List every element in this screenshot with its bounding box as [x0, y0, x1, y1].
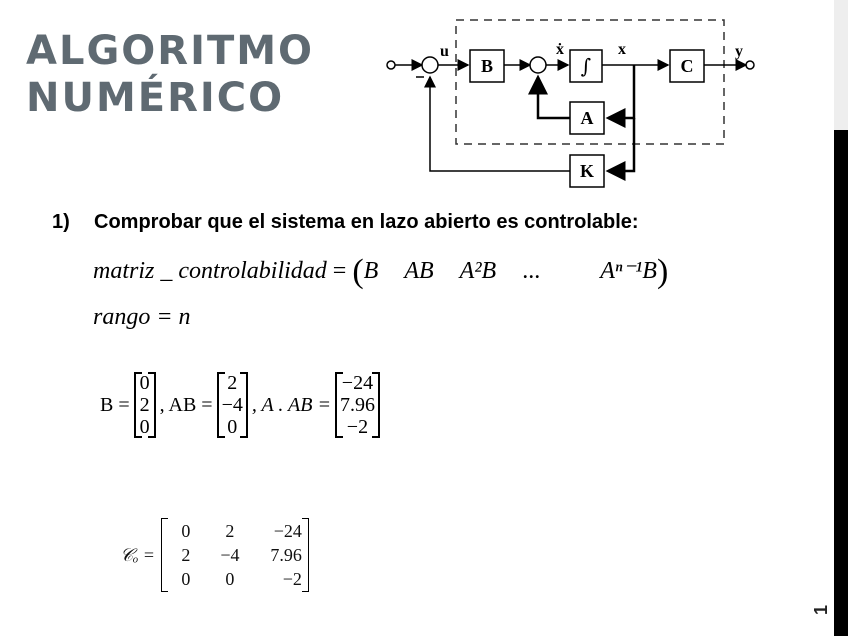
vector-AAB-label: , A . AB =	[251, 393, 331, 416]
vector-AB-entry: 2	[227, 372, 238, 394]
term-AB: AB	[404, 258, 434, 284]
vector-AB-entry: −4	[221, 394, 243, 416]
vector-B-entry: 0	[139, 416, 150, 438]
signal-xdot: ẋ	[556, 41, 564, 58]
controllability-equation: matriz _ controlabilidad = (B AB A²B ... Aⁿ⁻¹B)	[93, 253, 669, 290]
output-terminal	[746, 61, 754, 69]
page-number: 1	[811, 605, 831, 616]
side-bar-light	[834, 0, 848, 130]
signal-x: x	[618, 41, 626, 58]
title-line-2: NUMÉRICO	[26, 75, 285, 121]
vector-B-entry: 2	[139, 394, 150, 416]
signal-u: u	[440, 43, 449, 60]
signal-y: y	[735, 43, 743, 60]
term-B: B	[363, 258, 379, 284]
block-integrator-label: ∫	[580, 54, 592, 78]
rank-equation: rango = n	[93, 304, 191, 330]
slide-title	[26, 28, 346, 122]
matrix-cell: 2	[225, 521, 235, 541]
vector-AAB-entry: 7.96	[339, 394, 375, 416]
vector-B-entry: 0	[139, 372, 150, 394]
block-B-label: B	[480, 56, 494, 76]
step-text: Comprobar que el sistema en lazo abierto es controlable:	[94, 211, 639, 233]
vector-AB-entry: 0	[227, 416, 238, 438]
summing-junction-2	[530, 57, 546, 73]
matrix-cell: 0	[225, 569, 235, 589]
vector-B	[134, 372, 156, 438]
block-A-label: A	[580, 108, 594, 128]
vector-AAB-entry: −2	[346, 416, 369, 438]
matrix-cell: −24	[273, 521, 302, 541]
vectors-row	[100, 372, 384, 438]
vector-AAB-entry: −24	[341, 372, 374, 394]
block-C-label: C	[680, 56, 694, 76]
matrix-cell: 0	[181, 569, 191, 589]
matrix-cell: 2	[181, 545, 191, 565]
controllability-matrix-row	[120, 518, 309, 592]
matrix-cell: 7.96	[270, 545, 302, 565]
vector-AB-label: , AB =	[159, 393, 213, 416]
vector-B-label: B =	[100, 393, 130, 416]
step-1	[52, 211, 639, 234]
matrix-cell: −2	[282, 569, 302, 589]
side-bar-dark	[834, 130, 848, 636]
step-number: 1)	[52, 211, 70, 233]
block-diagram	[378, 14, 762, 194]
matrix-cell: −4	[220, 545, 240, 565]
equation-lhs: matriz _ controlabilidad	[93, 258, 327, 284]
term-A2B: A²B	[459, 258, 497, 284]
controllability-matrix-label: 𝒞ₒ =	[120, 544, 155, 565]
controllability-matrix	[161, 518, 309, 592]
matrix-cell: 0	[181, 521, 191, 541]
summing-junction-1	[422, 57, 438, 73]
term-ellipsis: ...	[522, 258, 541, 284]
block-K-label: K	[579, 161, 595, 181]
title-line-1: ALGORITMO	[26, 28, 315, 74]
term-An-1B: Aⁿ⁻¹B	[600, 258, 657, 284]
vector-AB	[217, 372, 248, 438]
input-terminal	[387, 61, 395, 69]
vector-AAB	[335, 372, 380, 438]
